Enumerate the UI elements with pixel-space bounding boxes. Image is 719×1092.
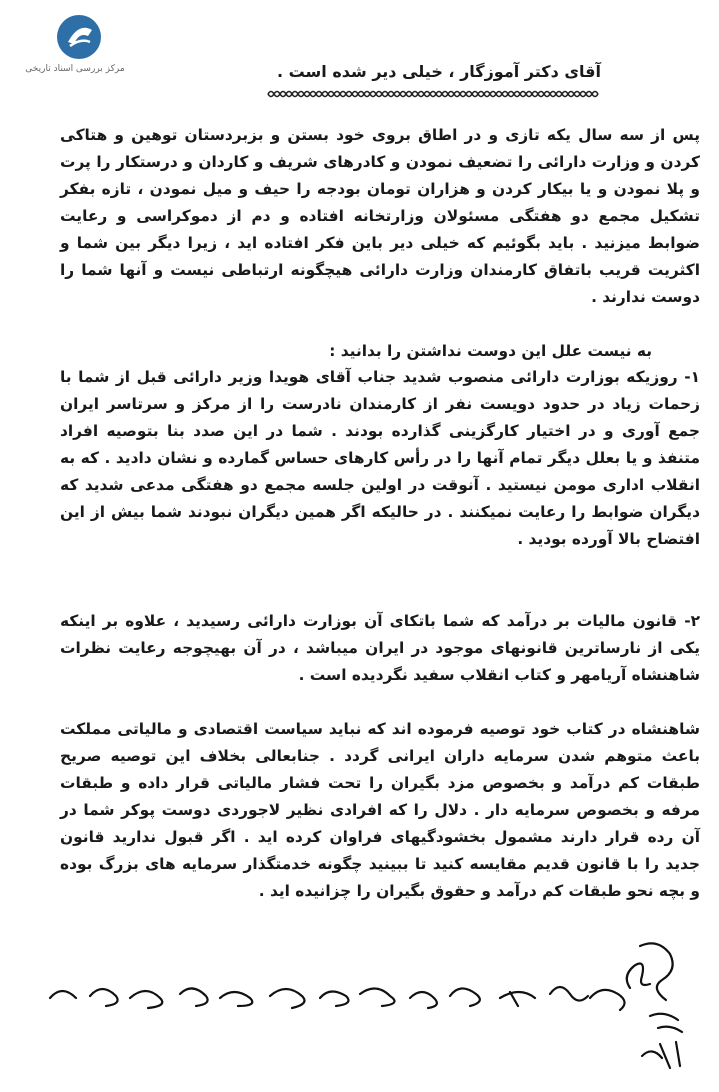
paragraph-point-1: ۱- روزیکه بوزارت دارائی منصوب شدید جناب آقای هویدا وزیر دارائی قبل از شما با زحمات زیاد در حدود دویست نفر از کارمندان نادرست را از مرکز و سرتاسر ایران جمع آوری و در اختیار کارگزینی گذارده بودند . شما در این صدد بنا بتوصیه افراد متنفذ و یا بعلل دیگر تمام آنها را در رأس کارهای حساس گمارده و نشان دادید . که به انقلاب اداری مومن نیستید . آنوقت در اولین جلسه مجمع دو هفتگی مدعی شدید که دیگران ضوابط را رعایت نمیکنند . در حالیکه اگر همین دیگران نبودند شما بیش از این افتضاح بالا آورده بودید .	[60, 368, 700, 548]
paragraph-point-2: ۲- قانون مالیات بر درآمد که شما باتکای آن بوزارت دارائی رسیدید ، علاوه بر اینکه یکی از نارساترین قانونهای موجود در ایران میباشد ، در آن بهیچوجه رعایت نظرات شاهنشاه آریامهر و کتاب انقلاب سفید نگردیده است .	[60, 612, 700, 684]
handwritten-annotation	[30, 936, 690, 1086]
paragraph-intro: پس از سه سال یکه تازی و در اطاق بروی خود بستن و بزبردستان توهین و هتاکی کردن و وزارت دارائی را تضعیف نمودن و کادرهای شریف و کاردان و درستکار را پرت و پلا نمودن و یا بیکار کردن و هزاران تومان بودجه را حیف و میل نمودن ، تازه بفکر تشکیل مجمع دو هفتگی مسئولان وزارتخانه افتاده و دم از دموکراسی و رعایت ضوابط میزنید . باید بگوئیم که خیلی دیر باین فکر افتاده اید ، زیرا دیگر بین شما و اکثریت قریب باتفاق کارمندان وزارت دارائی هیچگونه ارتباطی نیست و آنها شما را دوست ندارند .	[60, 126, 700, 306]
letter-body	[60, 122, 700, 912]
letter-heading: آقای دکتر آموزگار ، خیلی دیر شده است .	[276, 62, 601, 81]
paragraph-conclusion: شاهنشاه در کتاب خود توصیه فرموده اند که نباید سیاست اقتصادی و مالیاتی مملکت باعث متوهم شدن سرمایه داران ایرانی گردد . جنابعالی بخلاف این توصیه صریح طبقات کم درآمد و بخصوص مزد بگیران را تحت فشار مالیاتی قرار داده و طبقات مرفه و بخصوص سرمایه دار . دلال را که افرادی نظیر لاجوردی دوست پوکر شما در آن رده قرار دارند مشمول بخشودگیهای فراوان کرده اید . اگر قبول ندارید قانون جدید را با قانون قدیم مقایسه کنید تا ببینید چگونه خدمتگذار سرمایه های بزرگ بوده و بچه نحو طبقات کم درآمد و حقوق بگیران را چزانیده اید .	[60, 720, 700, 900]
decorative-divider	[266, 88, 602, 100]
paragraph-reasons-lead: به نیست علل این دوست نداشتن را بدانید :	[329, 342, 652, 360]
archive-logo	[10, 12, 140, 74]
archive-emblem-icon	[54, 12, 104, 62]
archive-name: مرکز بررسی اسناد تاریخی	[25, 64, 125, 74]
